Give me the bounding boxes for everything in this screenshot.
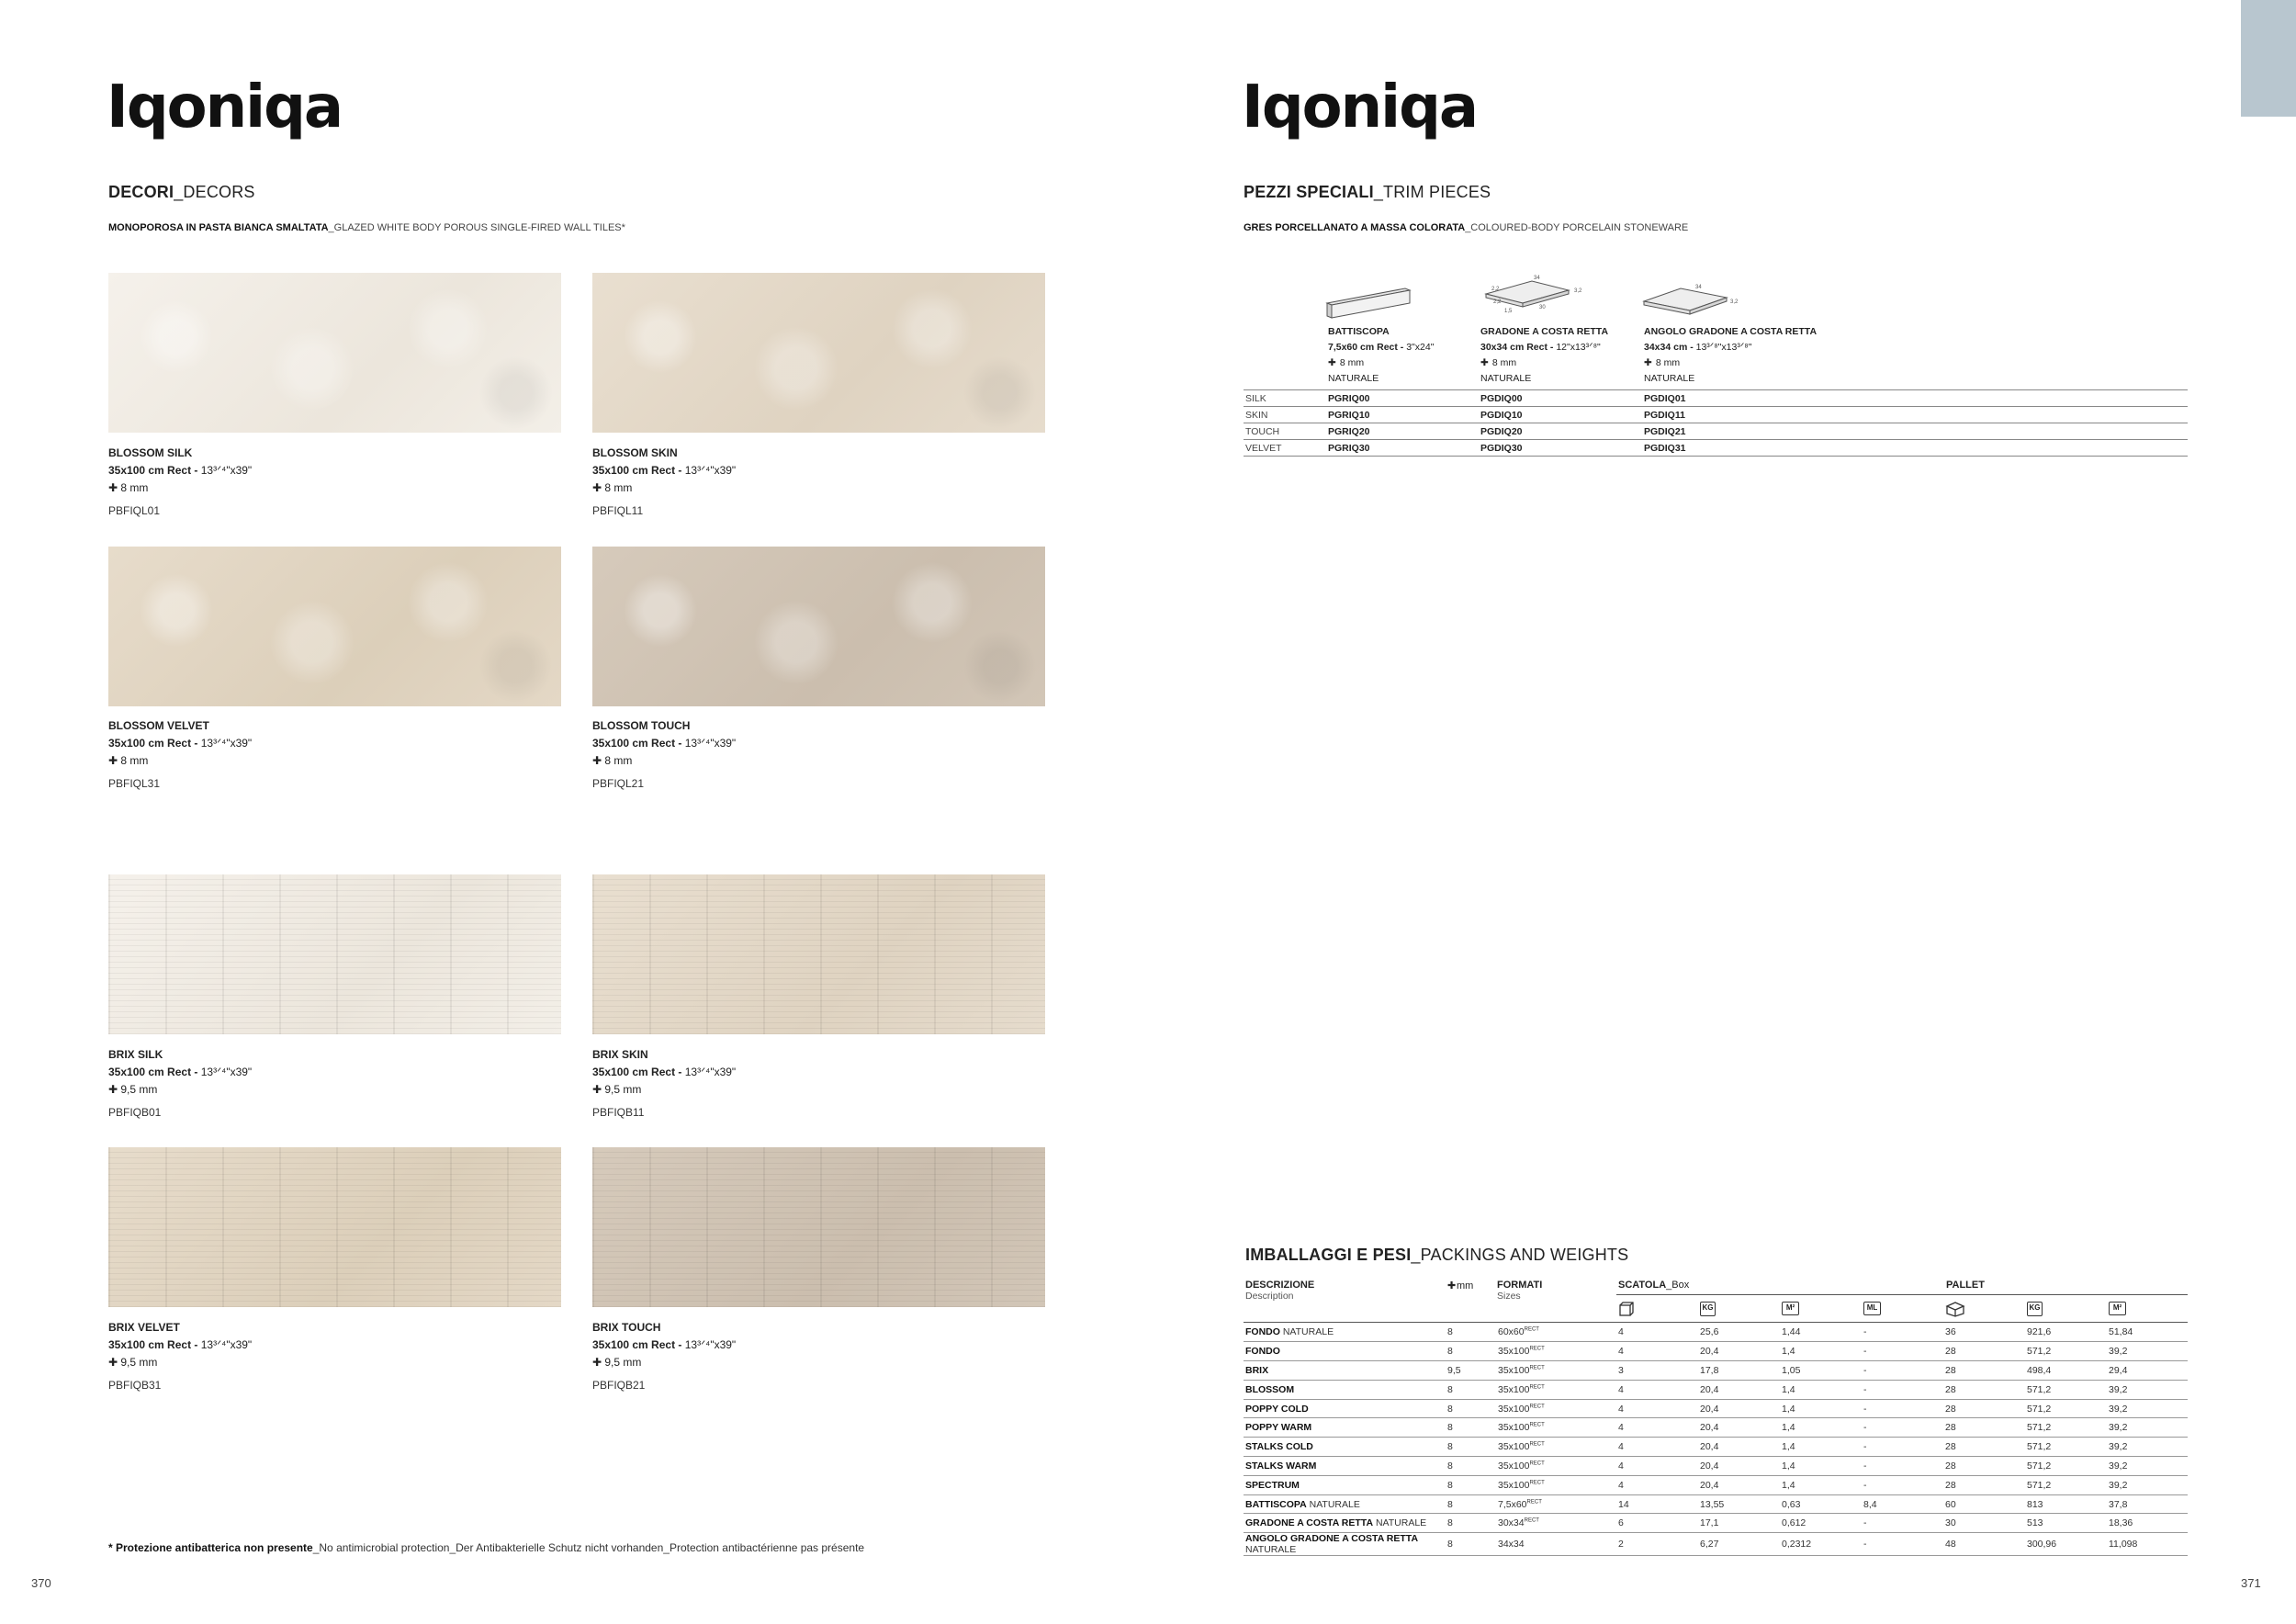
cell-pallet-m2: 39,2 xyxy=(2107,1475,2188,1494)
tile-size: 35x100 cm Rect - 13³ᐟ⁴"x39" xyxy=(592,737,737,750)
trim-size: 34x34 cm - 13³ᐟ⁸"x13³ᐟ⁸" xyxy=(1644,342,1752,353)
table-row xyxy=(1244,1380,2188,1399)
cell-pallet-m2: 39,2 xyxy=(2107,1399,2188,1418)
trim-code: PGRIQ00 xyxy=(1326,390,1479,407)
cell-pallet-boxes: 28 xyxy=(1943,1399,2025,1418)
cell-pallet-boxes: 60 xyxy=(1943,1494,2025,1514)
cell-format: $7,5x60^{RECT}$ xyxy=(1496,1494,1616,1514)
cell-box-kg: 25,6 xyxy=(1698,1323,1780,1342)
cell-box-ml: - xyxy=(1862,1380,1943,1399)
drawing-dim-label: 30 xyxy=(1539,305,1546,310)
cell-thickness: 8 xyxy=(1446,1399,1496,1418)
tile-size: 35x100 cm Rect - 13³ᐟ⁴"x39" xyxy=(108,1066,253,1078)
cell-box-ml: 8,4 xyxy=(1862,1494,1943,1514)
cell-format: $35x100^{RECT}$ xyxy=(1496,1457,1616,1476)
table-row xyxy=(1244,1457,2188,1476)
cell-box-m2: 1,44 xyxy=(1780,1323,1862,1342)
cell-box-kg: 6,27 xyxy=(1698,1533,1780,1556)
tile-code: PBFIQB31 xyxy=(108,1379,162,1392)
cell-description: BRIX xyxy=(1244,1361,1446,1381)
table-row xyxy=(1244,1438,2188,1457)
cell-pieces: 4 xyxy=(1616,1342,1698,1361)
cell-box-m2: 1,4 xyxy=(1780,1438,1862,1457)
cell-pallet-m2: 39,2 xyxy=(2107,1418,2188,1438)
cell-box-ml: - xyxy=(1862,1399,1943,1418)
cell-box-ml: - xyxy=(1862,1323,1943,1342)
tile-thickness: ✚ 8 mm xyxy=(592,752,736,770)
cell-pallet-kg: 498,4 xyxy=(2025,1361,2107,1381)
pallet-boxes-icon xyxy=(1945,1301,1965,1317)
trim-finish: NATURALE xyxy=(1644,373,1695,384)
cell-thickness: 8 xyxy=(1446,1380,1496,1399)
trim-code: PGDIQ00 xyxy=(1479,390,1642,407)
cell-format: $35x100^{RECT}$ xyxy=(1496,1380,1616,1399)
cell-box-m2: 0,612 xyxy=(1780,1514,1862,1533)
header-divider xyxy=(1616,1294,2188,1295)
cell-pallet-kg: 571,2 xyxy=(2025,1399,2107,1418)
thickness-icon: ✚ xyxy=(108,754,118,767)
tile-thickness: ✚ 9,5 mm xyxy=(592,1081,736,1099)
trim-name: GRADONE A COSTA RETTA xyxy=(1480,326,1609,337)
cell-pieces: 4 xyxy=(1616,1399,1698,1418)
drawing-dim-label: 1,5 xyxy=(1504,309,1513,314)
cell-box-kg: 20,4 xyxy=(1698,1438,1780,1457)
trim-thickness: ✚ 8 mm xyxy=(1328,355,1434,371)
linear-ml-icon: ML xyxy=(1863,1302,1881,1315)
tile-caption xyxy=(592,445,736,520)
cell-box-m2: 1,4 xyxy=(1780,1475,1862,1494)
tile-image-brix-touch xyxy=(592,1147,1045,1307)
row-label: VELVET xyxy=(1244,440,1326,457)
cell-pallet-boxes: 28 xyxy=(1943,1361,2025,1381)
tile-image-brix-silk xyxy=(108,874,561,1034)
cell-box-m2: 1,4 xyxy=(1780,1399,1862,1418)
trim-size: 7,5x60 cm Rect - 3"x24" xyxy=(1328,342,1435,353)
table-row xyxy=(1244,1475,2188,1494)
tile-caption xyxy=(108,1046,252,1122)
cell-pallet-boxes: 28 xyxy=(1943,1418,2025,1438)
cell-pallet-kg: 571,2 xyxy=(2025,1438,2107,1457)
cell-pieces: 4 xyxy=(1616,1438,1698,1457)
area-m2-icon: M² xyxy=(1782,1302,1799,1315)
tile-code: PBFIQL21 xyxy=(592,777,645,790)
cell-box-kg: 20,4 xyxy=(1698,1342,1780,1361)
tile-code: PBFIQL11 xyxy=(592,504,644,517)
cell-format: $35x100^{RECT}$ xyxy=(1496,1475,1616,1494)
col-header-thickness: ✚mm xyxy=(1447,1280,1474,1291)
cell-format: $35x100^{RECT}$ xyxy=(1496,1438,1616,1457)
cell-box-m2: 1,4 xyxy=(1780,1380,1862,1399)
cell-pallet-boxes: 28 xyxy=(1943,1475,2025,1494)
cell-pallet-boxes: 28 xyxy=(1943,1342,2025,1361)
angolo-gradone-drawing xyxy=(1640,281,1741,318)
cell-pallet-m2: 39,2 xyxy=(2107,1342,2188,1361)
tile-image-blossom-skin xyxy=(592,273,1045,433)
tile-caption xyxy=(108,1319,252,1394)
cell-thickness: 8 xyxy=(1446,1342,1496,1361)
tile-name: BLOSSOM SKIN xyxy=(592,446,678,459)
cell-pieces: 4 xyxy=(1616,1457,1698,1476)
cell-description: FONDO NATURALE xyxy=(1244,1323,1446,1342)
trim-code: PGRIQ10 xyxy=(1326,407,1479,423)
thickness-icon: ✚ xyxy=(1480,357,1489,368)
cell-box-kg: 13,55 xyxy=(1698,1494,1780,1514)
trim-code: PGDIQ30 xyxy=(1479,440,1642,457)
thickness-icon: ✚ xyxy=(592,481,602,494)
cell-description: POPPY WARM xyxy=(1244,1418,1446,1438)
cell-pallet-boxes: 30 xyxy=(1943,1514,2025,1533)
cell-pieces: 2 xyxy=(1616,1533,1698,1556)
drawing-dim-label: 3,2 xyxy=(1574,288,1582,294)
tile-caption xyxy=(592,1046,736,1122)
trim-code: PGRIQ20 xyxy=(1326,423,1479,440)
page-number-left: 370 xyxy=(31,1576,51,1590)
tile-code: PBFIQB21 xyxy=(592,1379,646,1392)
tile-name: BRIX SKIN xyxy=(592,1048,648,1061)
cell-pallet-m2: 29,4 xyxy=(2107,1361,2188,1381)
cell-description: STALKS COLD xyxy=(1244,1438,1446,1457)
cell-box-ml: - xyxy=(1862,1438,1943,1457)
tile-code: PBFIQB01 xyxy=(108,1106,162,1119)
cell-pieces: 4 xyxy=(1616,1380,1698,1399)
cell-thickness: 8 xyxy=(1446,1438,1496,1457)
trim-thickness: ✚ 8 mm xyxy=(1480,355,1608,371)
drawing-dim-label: 34 xyxy=(1695,285,1702,290)
cell-description: BATTISCOPA NATURALE xyxy=(1244,1494,1446,1514)
decors-subtitle: MONOPOROSA IN PASTA BIANCA SMALTATA_GLAZED WHITE BODY POROUS SINGLE-FIRED WALL TILES* xyxy=(108,222,625,233)
packing-table xyxy=(1244,1323,2188,1556)
cell-description: ANGOLO GRADONE A COSTA RETTA NATURALE xyxy=(1244,1533,1446,1556)
row-label: TOUCH xyxy=(1244,423,1326,440)
cell-pieces: 4 xyxy=(1616,1475,1698,1494)
antibacterial-footnote: * Protezione antibatterica non presente_No antimicrobial protection_Der Antibakterielle Schutz nicht vorhanden_Protection antibactérienne pas présente xyxy=(108,1541,865,1554)
cell-box-m2: 1,4 xyxy=(1780,1457,1862,1476)
tile-size: 35x100 cm Rect - 13³ᐟ⁴"x39" xyxy=(592,1338,737,1351)
cell-box-m2: 1,4 xyxy=(1780,1418,1862,1438)
cell-box-kg: 17,8 xyxy=(1698,1361,1780,1381)
tile-thickness: ✚ 8 mm xyxy=(108,479,252,497)
cell-thickness: 8 xyxy=(1446,1494,1496,1514)
cell-pallet-kg: 300,96 xyxy=(2025,1533,2107,1556)
packing-section-title: IMBALLAGGI E PESI_PACKINGS AND WEIGHTS xyxy=(1245,1246,1629,1264)
cell-box-m2: 0,2312 xyxy=(1780,1533,1862,1556)
tile-thickness: ✚ 9,5 mm xyxy=(108,1354,252,1371)
decors-section-title: DECORI_DECORS xyxy=(108,183,255,201)
cell-format: $35x100^{RECT}$ xyxy=(1496,1399,1616,1418)
col-header-pallet: PALLET xyxy=(1946,1280,1985,1291)
cell-box-ml: - xyxy=(1862,1457,1943,1476)
battiscopa-drawing xyxy=(1322,287,1414,320)
page-tab-marker xyxy=(2241,0,2296,117)
tile-caption xyxy=(108,717,252,793)
brand-logo-right: Iqoniqa xyxy=(1242,73,1478,141)
pallet-area-m2-icon: M² xyxy=(2109,1302,2126,1315)
cell-pieces: 3 xyxy=(1616,1361,1698,1381)
cell-box-m2: 1,4 xyxy=(1780,1342,1862,1361)
cell-box-ml: - xyxy=(1862,1514,1943,1533)
row-label: SILK xyxy=(1244,390,1326,407)
table-row xyxy=(1244,1399,2188,1418)
thickness-icon: ✚ xyxy=(108,481,118,494)
trim-code: PGDIQ10 xyxy=(1479,407,1642,423)
tile-name: BRIX TOUCH xyxy=(592,1321,661,1334)
tile-name: BLOSSOM SILK xyxy=(108,446,193,459)
tile-size: 35x100 cm Rect - 13³ᐟ⁴"x39" xyxy=(108,464,253,477)
table-row xyxy=(1244,440,2188,457)
cell-pallet-kg: 571,2 xyxy=(2025,1380,2107,1399)
table-row xyxy=(1244,1342,2188,1361)
trim-piece-header xyxy=(1328,324,1434,387)
tile-code: PBFIQB11 xyxy=(592,1106,645,1119)
table-row xyxy=(1244,390,2188,407)
tile-thickness: ✚ 8 mm xyxy=(592,479,736,497)
cell-box-m2: 1,05 xyxy=(1780,1361,1862,1381)
cell-thickness: 8 xyxy=(1446,1457,1496,1476)
tile-thickness: ✚ 9,5 mm xyxy=(108,1081,252,1099)
cell-box-kg: 20,4 xyxy=(1698,1418,1780,1438)
tile-size: 35x100 cm Rect - 13³ᐟ⁴"x39" xyxy=(592,464,737,477)
col-header-formats: FORMATI Sizes xyxy=(1497,1280,1543,1302)
table-row xyxy=(1244,1533,2188,1556)
drawing-dim-label: 2,2 xyxy=(1493,299,1502,305)
cell-pallet-kg: 571,2 xyxy=(2025,1475,2107,1494)
cell-format: 34x34 xyxy=(1496,1533,1616,1556)
cell-box-kg: 20,4 xyxy=(1698,1380,1780,1399)
cell-description: SPECTRUM xyxy=(1244,1475,1446,1494)
cell-pieces: 14 xyxy=(1616,1494,1698,1514)
trim-finish: NATURALE xyxy=(1328,373,1379,384)
cell-box-kg: 17,1 xyxy=(1698,1514,1780,1533)
cell-thickness: 8 xyxy=(1446,1418,1496,1438)
cell-box-ml: - xyxy=(1862,1342,1943,1361)
cell-pallet-m2: 39,2 xyxy=(2107,1438,2188,1457)
tile-image-blossom-touch xyxy=(592,547,1045,706)
tile-thickness: ✚ 9,5 mm xyxy=(592,1354,736,1371)
thickness-icon: ✚ xyxy=(108,1083,118,1096)
page-number-right: 371 xyxy=(2241,1576,2261,1590)
tile-thickness: ✚ 8 mm xyxy=(108,752,252,770)
tile-name: BRIX SILK xyxy=(108,1048,163,1061)
cell-pallet-m2: 39,2 xyxy=(2107,1457,2188,1476)
tile-image-brix-skin xyxy=(592,874,1045,1034)
cell-description: FONDO xyxy=(1244,1342,1446,1361)
tile-image-brix-velvet xyxy=(108,1147,561,1307)
cell-thickness: 9,5 xyxy=(1446,1361,1496,1381)
trim-thickness: ✚ 8 mm xyxy=(1644,355,1817,371)
cell-thickness: 8 xyxy=(1446,1475,1496,1494)
tile-caption xyxy=(108,445,252,520)
cell-format: $30x34^{RECT}$ xyxy=(1496,1514,1616,1533)
cell-description: POPPY COLD xyxy=(1244,1399,1446,1418)
cell-pallet-boxes: 28 xyxy=(1943,1438,2025,1457)
cell-box-m2: 0,63 xyxy=(1780,1494,1862,1514)
cell-pallet-kg: 513 xyxy=(2025,1514,2107,1533)
table-row xyxy=(1244,1514,2188,1533)
col-header-description: DESCRIZIONE Description xyxy=(1245,1280,1315,1302)
tile-size: 35x100 cm Rect - 13³ᐟ⁴"x39" xyxy=(108,737,253,750)
gradone-drawing xyxy=(1477,270,1596,314)
cell-thickness: 8 xyxy=(1446,1533,1496,1556)
trim-codes-table xyxy=(1244,389,2188,457)
box-pieces-icon xyxy=(1618,1301,1635,1317)
drawing-dim-label: 3,2 xyxy=(1730,299,1739,305)
trim-code: PGDIQ20 xyxy=(1479,423,1642,440)
thickness-icon: ✚ xyxy=(592,754,602,767)
drawing-dim-label: 34 xyxy=(1534,276,1540,281)
trim-code: PGDIQ21 xyxy=(1642,423,2188,440)
cell-format: $35x100^{RECT}$ xyxy=(1496,1418,1616,1438)
cell-pallet-kg: 571,2 xyxy=(2025,1342,2107,1361)
cell-format: $35x100^{RECT}$ xyxy=(1496,1361,1616,1381)
cell-thickness: 8 xyxy=(1446,1514,1496,1533)
tile-caption xyxy=(592,717,736,793)
weight-kg-icon: KG xyxy=(1700,1302,1716,1316)
row-label: SKIN xyxy=(1244,407,1326,423)
trim-name: ANGOLO GRADONE A COSTA RETTA xyxy=(1644,326,1818,337)
trim-section-title: PEZZI SPECIALI_TRIM PIECES xyxy=(1244,183,1491,201)
cell-description: BLOSSOM xyxy=(1244,1380,1446,1399)
cell-box-kg: 20,4 xyxy=(1698,1399,1780,1418)
trim-size: 30x34 cm Rect - 12"x13³ᐟ⁸" xyxy=(1480,342,1601,353)
tile-caption xyxy=(592,1319,736,1394)
tile-name: BRIX VELVET xyxy=(108,1321,180,1334)
cell-format: $35x100^{RECT}$ xyxy=(1496,1342,1616,1361)
cell-box-ml: - xyxy=(1862,1533,1943,1556)
cell-pallet-kg: 571,2 xyxy=(2025,1457,2107,1476)
cell-pallet-m2: 39,2 xyxy=(2107,1380,2188,1399)
cell-pallet-boxes: 48 xyxy=(1943,1533,2025,1556)
cell-pallet-kg: 571,2 xyxy=(2025,1418,2107,1438)
tile-image-blossom-silk xyxy=(108,273,561,433)
thickness-icon: ✚ xyxy=(108,1356,118,1369)
thickness-icon: ✚ xyxy=(1328,357,1336,368)
tile-image-blossom-velvet xyxy=(108,547,561,706)
trim-code: PGRIQ30 xyxy=(1326,440,1479,457)
cell-pallet-boxes: 28 xyxy=(1943,1380,2025,1399)
cell-thickness: 8 xyxy=(1446,1323,1496,1342)
cell-pieces: 4 xyxy=(1616,1418,1698,1438)
trim-code: PGDIQ01 xyxy=(1642,390,2188,407)
cell-box-kg: 20,4 xyxy=(1698,1475,1780,1494)
thickness-icon: ✚ xyxy=(1644,357,1652,368)
cell-box-ml: - xyxy=(1862,1361,1943,1381)
trim-code: PGDIQ11 xyxy=(1642,407,2188,423)
trim-code: PGDIQ31 xyxy=(1642,440,2188,457)
table-row xyxy=(1244,1323,2188,1342)
cell-pieces: 4 xyxy=(1616,1323,1698,1342)
cell-description: STALKS WARM xyxy=(1244,1457,1446,1476)
cell-pallet-boxes: 28 xyxy=(1943,1457,2025,1476)
col-header-box: SCATOLA_Box xyxy=(1618,1280,1690,1291)
tile-code: PBFIQL01 xyxy=(108,504,161,517)
cell-pallet-m2: 18,36 xyxy=(2107,1514,2188,1533)
cell-box-ml: - xyxy=(1862,1418,1943,1438)
trim-piece-header xyxy=(1644,324,1817,387)
drawing-dim-label: 2,2 xyxy=(1491,287,1500,292)
thickness-icon: ✚ xyxy=(592,1356,602,1369)
tile-code: PBFIQL31 xyxy=(108,777,161,790)
thickness-icon: ✚ xyxy=(592,1083,602,1096)
trim-piece-header xyxy=(1480,324,1608,387)
trim-name: BATTISCOPA xyxy=(1328,326,1390,337)
cell-pieces: 6 xyxy=(1616,1514,1698,1533)
cell-format: $60x60^{RECT}$ xyxy=(1496,1323,1616,1342)
trim-subtitle: GRES PORCELLANATO A MASSA COLORATA_COLOURED-BODY PORCELAIN STONEWARE xyxy=(1244,222,1689,233)
pallet-weight-kg-icon: KG xyxy=(2027,1302,2043,1316)
table-row xyxy=(1244,423,2188,440)
cell-box-ml: - xyxy=(1862,1475,1943,1494)
brand-logo-left: Iqoniqa xyxy=(107,73,343,141)
cell-pallet-boxes: 36 xyxy=(1943,1323,2025,1342)
cell-pallet-kg: 921,6 xyxy=(2025,1323,2107,1342)
tile-size: 35x100 cm Rect - 13³ᐟ⁴"x39" xyxy=(108,1338,253,1351)
tile-size: 35x100 cm Rect - 13³ᐟ⁴"x39" xyxy=(592,1066,737,1078)
cell-description: GRADONE A COSTA RETTA NATURALE xyxy=(1244,1514,1446,1533)
cell-pallet-m2: 51,84 xyxy=(2107,1323,2188,1342)
cell-pallet-kg: 813 xyxy=(2025,1494,2107,1514)
table-row xyxy=(1244,407,2188,423)
trim-finish: NATURALE xyxy=(1480,373,1532,384)
table-row xyxy=(1244,1494,2188,1514)
thickness-icon: ✚ xyxy=(1447,1280,1457,1291)
table-row xyxy=(1244,1361,2188,1381)
tile-name: BLOSSOM TOUCH xyxy=(592,719,691,732)
cell-pallet-m2: 37,8 xyxy=(2107,1494,2188,1514)
table-row xyxy=(1244,1418,2188,1438)
cell-box-kg: 20,4 xyxy=(1698,1457,1780,1476)
tile-name: BLOSSOM VELVET xyxy=(108,719,209,732)
cell-pallet-m2: 11,098 xyxy=(2107,1533,2188,1556)
